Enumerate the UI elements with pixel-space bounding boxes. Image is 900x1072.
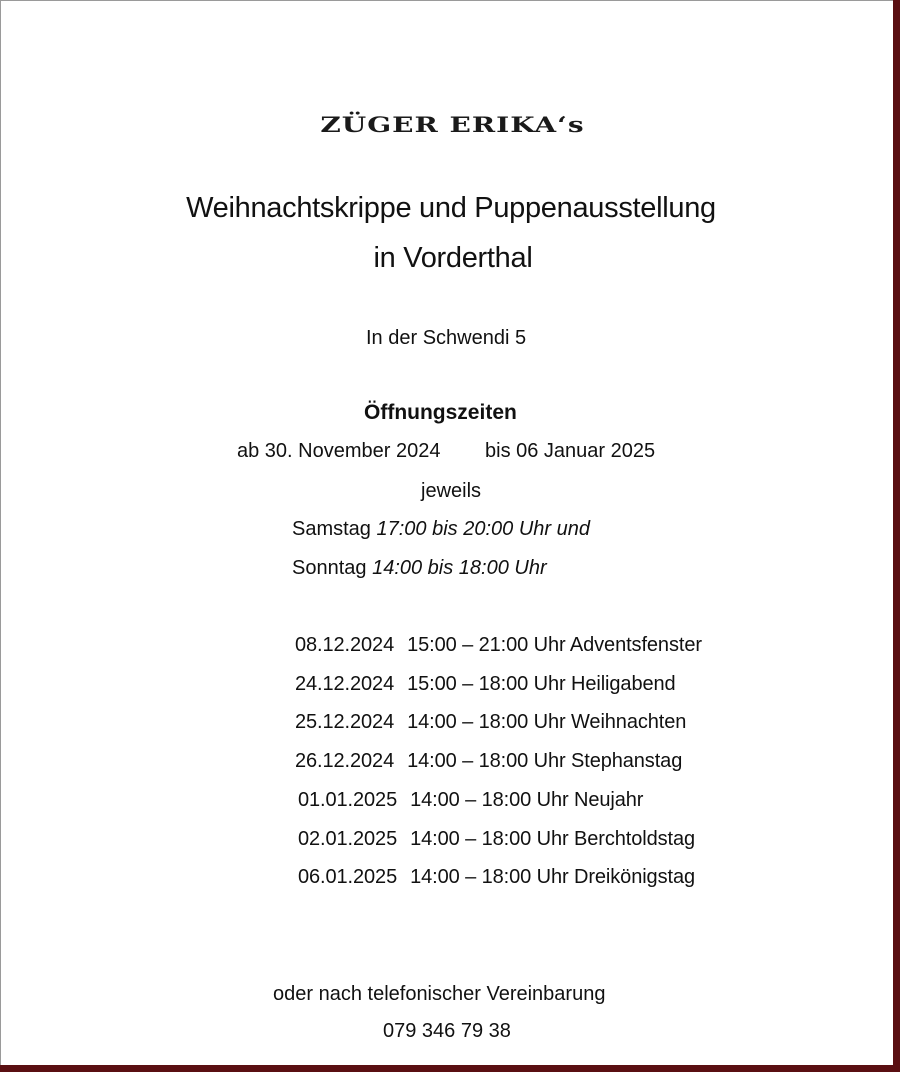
special-date-row (298, 828, 695, 851)
phone-number: 079 346 79 38 (383, 1020, 511, 1042)
jeweils-label: jeweils (421, 480, 482, 502)
sunday-label: Sonntag (292, 557, 367, 579)
special-time: 15:00 – 21:00 Uhr (407, 634, 566, 656)
frame-shadow-bottom (0, 1065, 900, 1072)
special-date-row (295, 711, 686, 734)
sunday-hours (292, 557, 547, 580)
saturday-hours (292, 518, 590, 541)
special-date: 02.01.2025 (298, 828, 398, 850)
special-time: 14:00 – 18:00 Uhr (410, 789, 569, 811)
special-date: 26.12.2024 (295, 750, 395, 772)
special-date-row (295, 634, 702, 657)
appointment-note: oder nach telefonischer Vereinbarung (273, 983, 606, 1005)
special-date-row (298, 866, 695, 889)
saturday-time: 17:00 bis 20:00 Uhr und (376, 518, 590, 540)
special-occasion: Weihnachten (571, 711, 687, 733)
special-time: 14:00 – 18:00 Uhr (407, 750, 566, 772)
address: In der Schwendi 5 (366, 327, 527, 349)
special-time: 14:00 – 18:00 Uhr (410, 828, 569, 850)
subtitle-line-1: Weihnachtskrippe und Puppenausstellung (186, 192, 716, 224)
special-date: 25.12.2024 (295, 711, 395, 733)
special-date: 01.01.2025 (298, 789, 398, 811)
special-date-row (298, 789, 643, 812)
saturday-label: Samstag (292, 518, 371, 540)
subtitle-line-2: in Vorderthal (373, 242, 533, 274)
special-occasion: Neujahr (574, 789, 644, 811)
sunday-time: 14:00 bis 18:00 Uhr (372, 557, 547, 579)
special-occasion: Berchtoldstag (574, 828, 695, 850)
period-start: ab 30. November 2024 (237, 440, 441, 462)
opening-hours-heading: Öffnungszeiten (364, 401, 517, 424)
period-end: bis 06 Januar 2025 (485, 440, 656, 462)
special-date: 06.01.2025 (298, 866, 398, 888)
special-time: 14:00 – 18:00 Uhr (407, 711, 566, 733)
document-title: ZÜGER ERIKA‘s (320, 111, 585, 138)
special-date-row (295, 750, 682, 773)
special-occasion: Heiligabend (571, 673, 676, 695)
special-time: 15:00 – 18:00 Uhr (407, 673, 566, 695)
special-date: 24.12.2024 (295, 673, 395, 695)
special-date-row (295, 673, 676, 696)
special-date: 08.12.2024 (295, 634, 395, 656)
special-time: 14:00 – 18:00 Uhr (410, 866, 569, 888)
special-occasion: Stephanstag (571, 750, 683, 772)
special-occasion: Dreikönigstag (574, 866, 695, 888)
special-occasion: Adventsfenster (569, 634, 702, 656)
frame-shadow-right (893, 0, 900, 1072)
